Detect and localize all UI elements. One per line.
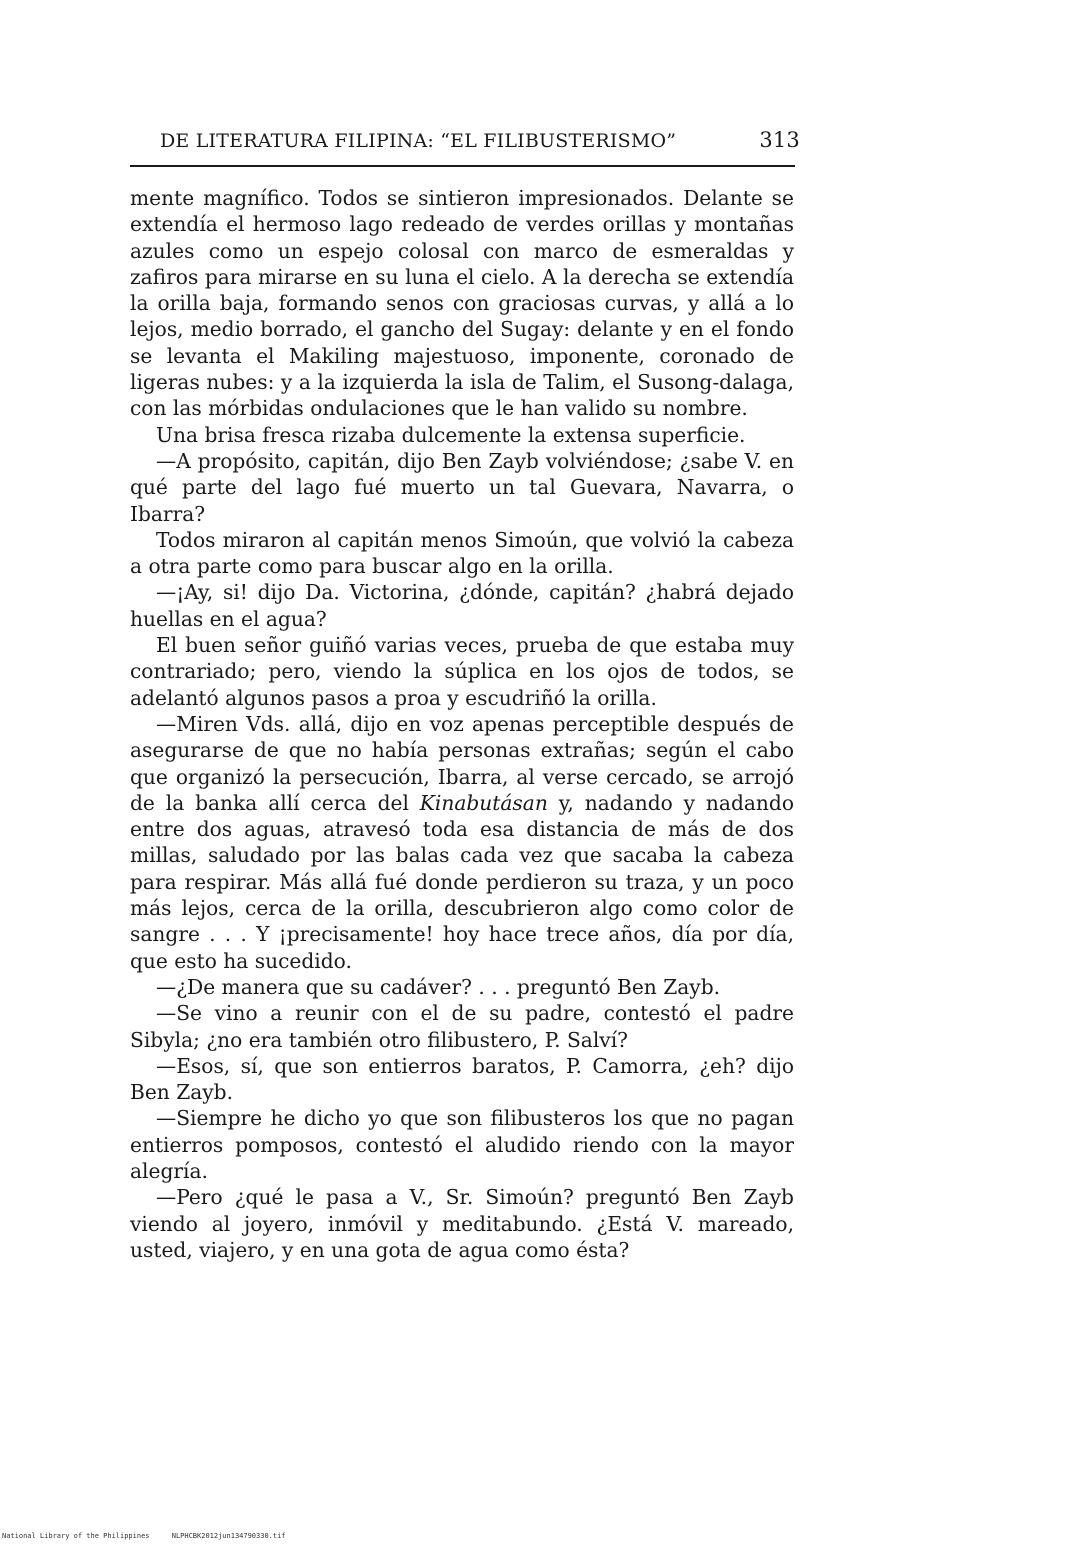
running-head [160, 128, 800, 162]
paragraph: —Siempre he dicho yo que son filibusteros los que no pagan entierros pomposos, contestó el aludido riendo con la mayor alegría. [130, 1106, 794, 1183]
place-name-italic: Kinabutásan [419, 790, 548, 815]
paragraph: —A propósito, capitán, dijo Ben Zayb volviéndose; ¿sabe V. en qué parte del lago fué muerto un tal Guevara, Navarra, o Ibarra? [130, 448, 794, 526]
body-text [130, 185, 794, 1263]
page-number: 313 [759, 128, 800, 152]
paragraph-text: y, nadando y nadando entre dos aguas, atravesó toda esa distancia de más de dos millas, saludado por las balas cada vez que sacaba la cabeza para respirar. Más allá fué donde perdieron su traza, y un poco más lejos, cerca de la orilla, descubrieron algo como color de sangre . . . Y ¡precisamente! hoy hace trece años, día por día, que esto ha sucedido. [130, 790, 794, 973]
paragraph: —Se vino a reunir con el de su padre, contestó el padre Sibyla; ¿no era también otro filibustero, P. Salví? [130, 1001, 794, 1052]
footer-file-id: NLPHCBK2012jun134790330.tif [171, 1532, 286, 1540]
paragraph [130, 711, 794, 974]
paragraph: Una brisa fresca rizaba dulcemente la extensa superficie. [156, 422, 746, 447]
paragraph: —¿De manera que su cadáver? . . . preguntó Ben Zayb. [156, 974, 721, 999]
footer-institution: National Library of the Philippines [2, 1532, 150, 1540]
running-title: DE LITERATURA FILIPINA: “EL FILIBUSTERISMO” [160, 130, 677, 152]
scan-footer-stamp [2, 1532, 304, 1540]
paragraph: —Pero ¿qué le pasa a V., Sr. Simoún? preguntó Ben Zayb viendo al joyero, inmóvil y meditabundo. ¿Está V. mareado, usted, viajero, y en una gota de agua como ésta? [130, 1185, 794, 1262]
paragraph-text: —Miren Vds. allá, dijo en voz apenas perceptible después de asegurarse de que no había personas extrañas; según el cabo que organizó la persecución, Ibarra, al verse cercado, se arrojó de la banka allí cerca del [130, 711, 794, 815]
paragraph: —¡Ay, si! dijo Da. Victorina, ¿dónde, capitán? ¿habrá dejado huellas en el agua? [130, 580, 794, 631]
paragraph: mente magnífico. Todos se sintieron impresionados. Delante se extendía el hermoso lago redeado de verdes orillas y montañas azules como un espejo colosal con marco de esmeraldas y zafiros para mirarse en su luna el cielo. A la derecha se extendía la orilla baja, formando senos con graciosas curvas, y allá a lo lejos, medio borrado, el gancho del Sugay: delante y en el fondo se levanta el Makiling majestuoso, imponente, coronado de ligeras nubes: y a la izquierda la isla de Talim, el Susong-dalaga, con las mórbidas ondulaciones que le han valido su nombre. [130, 186, 794, 421]
paragraph: —Esos, sí, que son entierros baratos, P. Camorra, ¿eh? dijo Ben Zayb. [130, 1053, 794, 1105]
paragraph: Todos miraron al capitán menos Simoún, que volvió la cabeza a otra parte como para buscar algo en la orilla. [130, 527, 794, 579]
paragraph: El buen señor guiñó varias veces, prueba de que estaba muy contrariado; pero, viendo la súplica en los ojos de todos, se adelantó algunos pasos a proa y escudriñó la orilla. [130, 633, 794, 710]
header-rule [130, 165, 795, 167]
